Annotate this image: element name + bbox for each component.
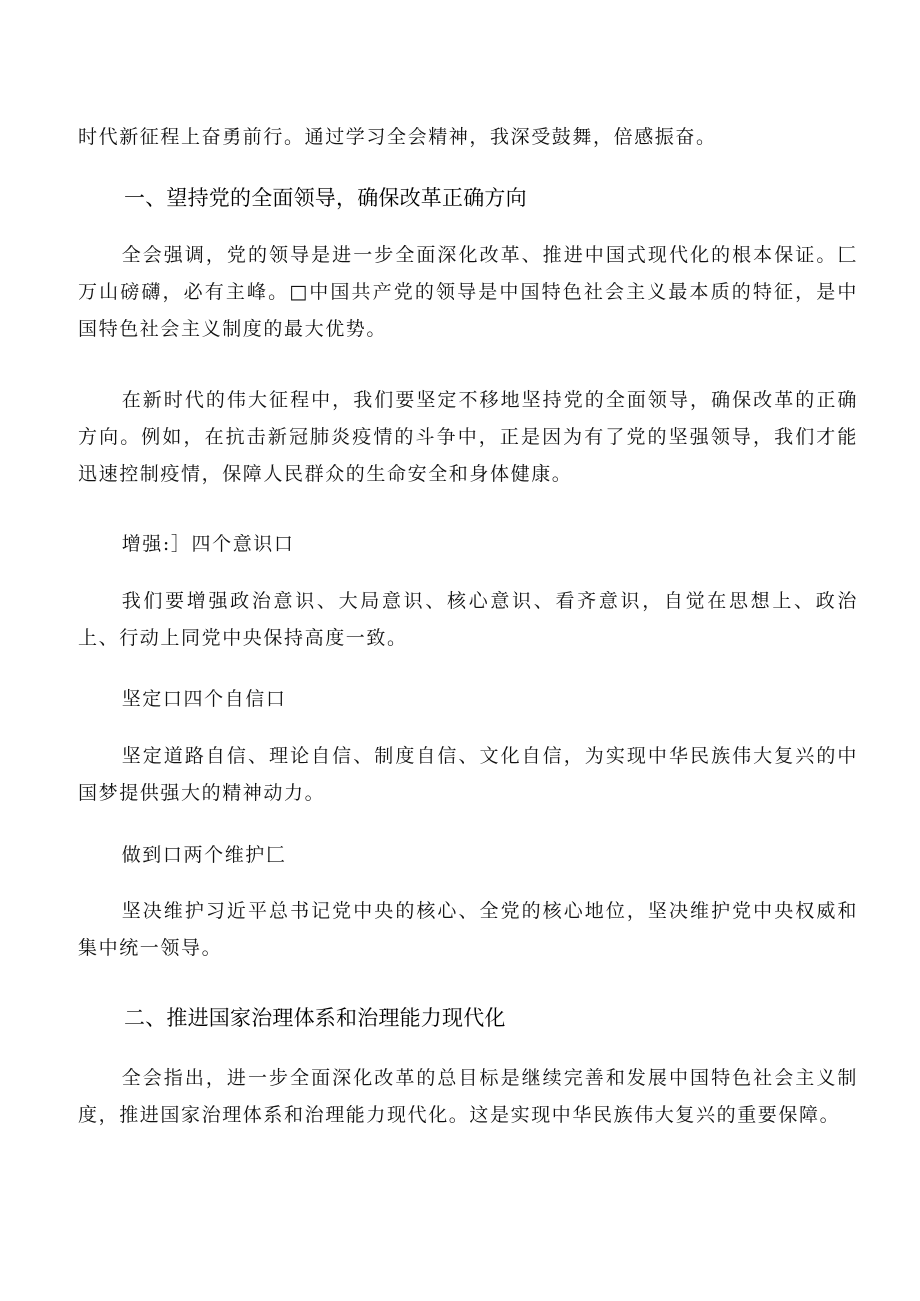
subsection3-text: 坚决维护习近平总书记党中央的核心、全党的核心地位，坚决维护党中央权威和集中统一领导。 [78,900,858,959]
subsection1-title: 增强:］四个意识口 [121,533,295,555]
intro-line: 时代新征程上奋勇前行。通过学习全会精神，我深受鼓舞，倍感振奋。 [78,126,717,148]
section2-paragraph-1: 全会指出，进一步全面深化改革的总目标是继续完善和发展中国特色社会主义制度，推进国家治理体系和治理能力现代化。这是实现中华民族伟大复兴的重要保障。 [78,1067,858,1126]
section1-paragraph-1: 全会强调，党的领导是进一步全面深化改革、推进中国式现代化的根本保证。匚万山磅礴，必有主峰。□中国共产党的领导是中国特色社会主义最本质的特征，是中国特色社会主义制度的最大优势。 [78,244,858,340]
subsection1-text: 我们要增强政治意识、大局意识、核心意识、看齐意识，自觉在思想上、政治上、行动上同党中央保持高度一致。 [78,590,858,649]
subsection2-title: 坚定口四个自信口 [121,688,287,710]
subsection2-text: 坚定道路自信、理论自信、制度自信、文化自信，为实现中华民族伟大复兴的中国梦提供强大的精神动力。 [78,745,858,804]
section1-heading: 一、望持党的全面领导，确保改革正确方向 [124,186,527,210]
section1-paragraph-2: 在新时代的伟大征程中，我们要坚定不移地坚持党的全面领导，确保改革的正确方向。例如，在抗击新冠肺炎疫情的斗争中，正是因为有了党的坚强领导，我们才能迅速控制疫情，保障人民群众的生命安全和身体健康。 [78,389,858,485]
subsection3-title: 做到口两个维护匚 [121,844,287,866]
section2-heading: 二、推进国家治理体系和治理能力现代化 [124,1006,506,1030]
